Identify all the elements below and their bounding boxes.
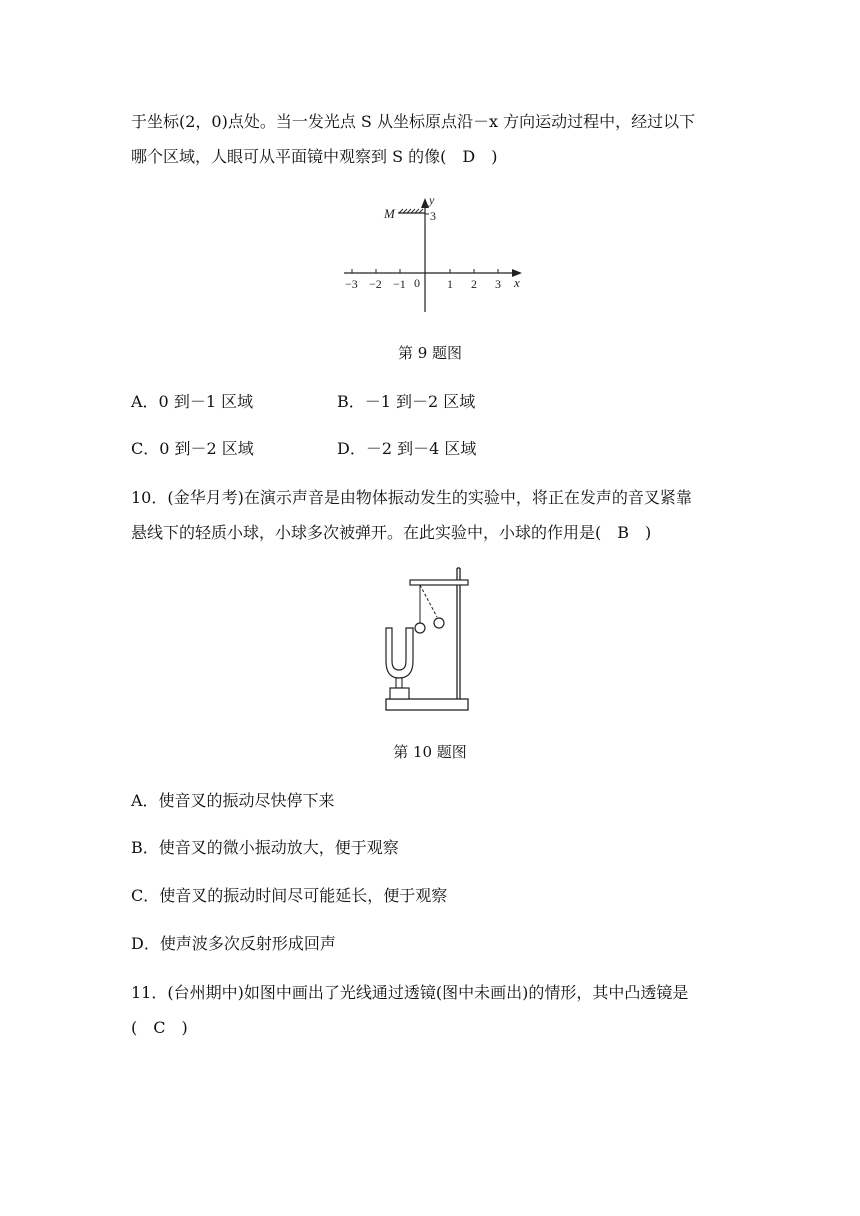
q9-option-c: C．0 到－2 区域	[131, 439, 254, 458]
x-tick-label: 2	[471, 277, 477, 291]
stand-arm	[410, 580, 468, 585]
q9-figure	[340, 194, 540, 314]
q10-option-b: B．使音叉的微小振动放大，便于观察	[131, 838, 399, 857]
x-axis-label: x	[514, 275, 520, 290]
y-axis-label: y	[429, 194, 435, 207]
x-tick-label: 3	[495, 277, 501, 291]
q10-figure	[382, 566, 482, 716]
q9-option-b: B．－1 到－2 区域	[337, 392, 476, 411]
q9-stem-line-2: 哪个区域，人眼可从平面镜中观察到 S 的像( D )	[131, 147, 498, 166]
x-tick-label: −1	[393, 277, 406, 291]
mirror-label: M	[384, 206, 395, 221]
q10-option-d: D．使声波多次反射形成回声	[131, 934, 336, 953]
ball-at-fork	[415, 623, 425, 633]
q10-stem-line-2: 悬线下的轻质小球，小球多次被弹开。在此实验中，小球的作用是( B )	[131, 523, 652, 542]
y-tick-label: 3	[430, 209, 436, 223]
q10-caption: 第 10 题图	[393, 743, 467, 761]
x-tick-label: 1	[447, 277, 453, 291]
q10-stem-line-1: 10．(金华月考)在演示声音是由物体振动发生的实验中，将正在发声的音叉紧靠	[131, 488, 692, 507]
ball-bounced	[434, 618, 444, 628]
resonance-box	[390, 688, 409, 699]
y-axis-arrow-icon	[421, 198, 429, 208]
x-tick-label: −2	[369, 277, 382, 291]
x-tick-label: −3	[345, 277, 358, 291]
origin-label: 0	[414, 276, 420, 290]
tuning-fork	[386, 628, 413, 678]
q11-stem-line-2: ( C )	[131, 1018, 188, 1037]
q9-caption: 第 9 题图	[397, 344, 463, 362]
stand-base	[386, 699, 468, 710]
q10-option-c: C．使音叉的振动时间尽可能延长，便于观察	[131, 886, 448, 905]
fork-stem	[396, 678, 402, 688]
q9-stem-line-1: 于坐标(2，0)点处。当一发光点 S 从坐标原点沿－x 方向运动过程中，经过以下	[131, 112, 696, 131]
thread-dashed	[420, 585, 437, 617]
q11-stem-line-1: 11．(台州期中)如图中画出了光线通过透镜(图中未画出)的情形，其中凸透镜是	[131, 983, 689, 1002]
q9-option-a: A．0 到－1 区域	[131, 392, 254, 411]
q10-option-a: A．使音叉的振动尽快停下来	[131, 791, 335, 810]
q9-option-d: D．－2 到－4 区域	[337, 439, 477, 458]
